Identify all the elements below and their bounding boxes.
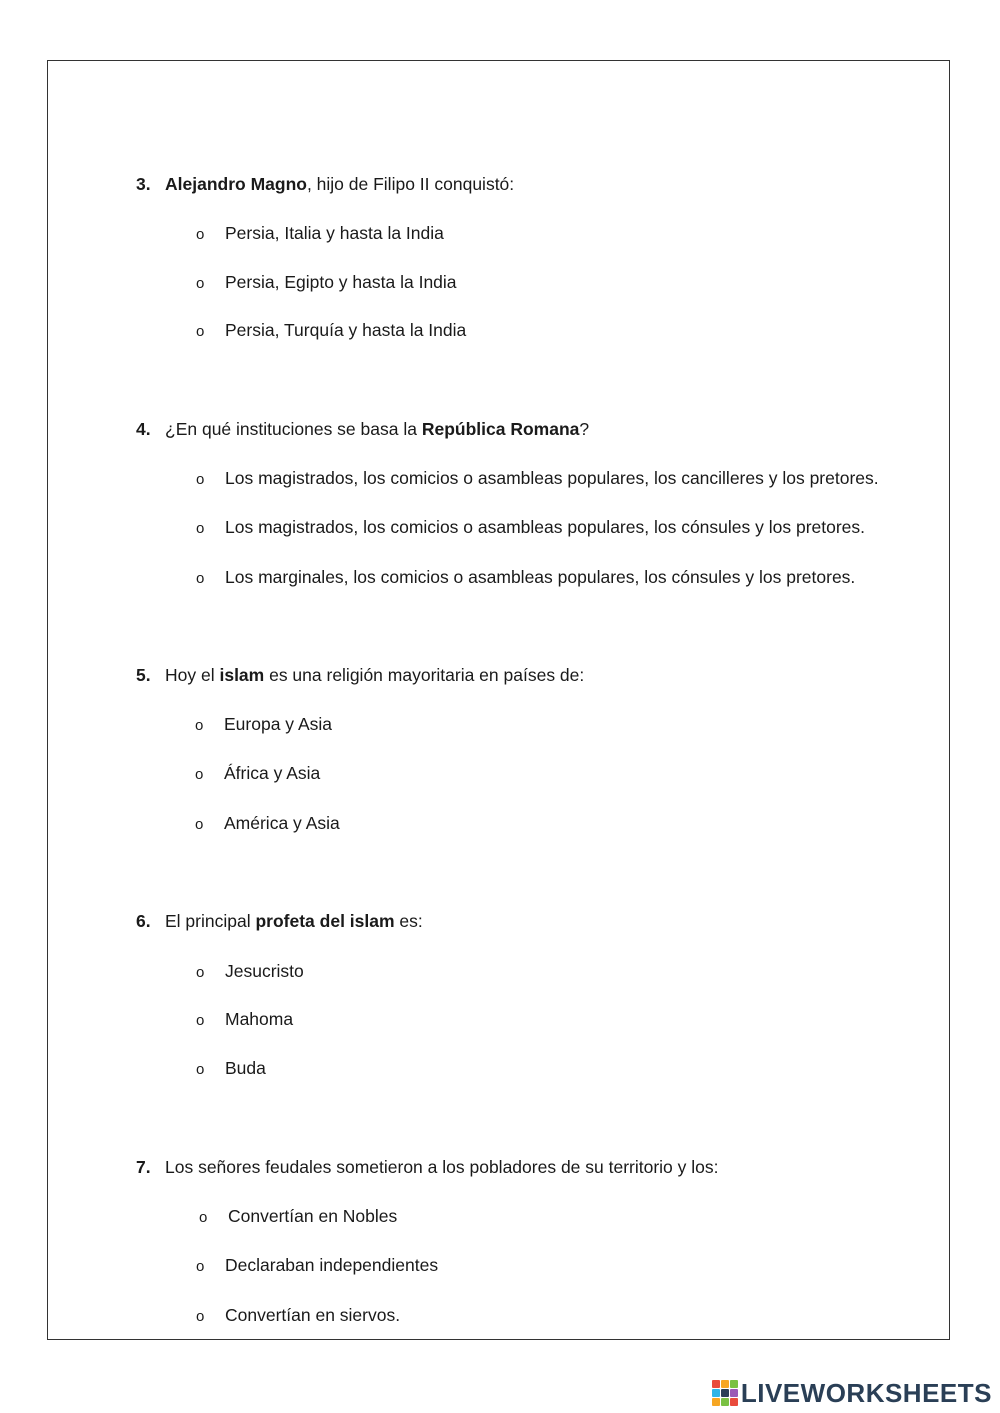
logo-tile: [730, 1380, 738, 1388]
option-bullet: o: [195, 816, 204, 833]
question-text-pre: Los señores feudales sometieron a los pobladores de su territorio y los:: [165, 1157, 719, 1177]
option-bullet: o: [196, 471, 205, 488]
logo-tile: [712, 1398, 720, 1406]
option-text: Europa y Asia: [224, 714, 332, 734]
answer-option[interactable]: [196, 1254, 438, 1278]
logo-tile: [730, 1389, 738, 1397]
answer-option[interactable]: [195, 713, 332, 737]
option-text: América y Asia: [224, 813, 340, 833]
option-bullet: o: [195, 766, 204, 783]
answer-option[interactable]: [196, 222, 444, 246]
option-text: Jesucristo: [225, 961, 304, 981]
option-bullet: o: [196, 1061, 205, 1078]
option-bullet: o: [196, 570, 205, 587]
question-text-post: es:: [394, 911, 423, 931]
option-bullet: o: [196, 1308, 205, 1325]
option-bullet: o: [196, 1012, 205, 1029]
option-bullet: o: [195, 717, 204, 734]
option-text: Mahoma: [225, 1009, 294, 1029]
worksheet-frame: [47, 60, 950, 1340]
answer-option[interactable]: [196, 271, 457, 295]
option-text: Buda: [225, 1058, 266, 1078]
question-number: 7.: [136, 1157, 151, 1177]
question-text-bold: Alejandro Magno: [165, 174, 307, 194]
answer-option[interactable]: [196, 516, 865, 540]
question-text-post: es una religión mayoritaria en países de:: [264, 665, 585, 685]
answer-option[interactable]: [196, 1057, 266, 1081]
option-text: Los marginales, los comicios o asambleas populares, los cónsules y los pretores.: [225, 567, 856, 587]
answer-option[interactable]: [196, 1304, 400, 1328]
question-text-bold: República Romana: [421, 419, 580, 439]
logo-tile: [721, 1389, 729, 1397]
option-text: Persia, Egipto y hasta la India: [225, 272, 457, 292]
liveworksheets-logo: [712, 1378, 992, 1408]
option-bullet: o: [196, 964, 205, 981]
option-text: Declaraban independientes: [225, 1255, 439, 1275]
question-text-bold: profeta del islam: [255, 911, 395, 931]
question-7: [136, 1156, 719, 1178]
option-text: Los magistrados, los comicios o asambleas populares, los cancilleres y los pretores.: [225, 468, 879, 488]
option-bullet: o: [196, 275, 205, 292]
logo-tile: [730, 1398, 738, 1406]
answer-option[interactable]: [196, 467, 879, 491]
answer-option[interactable]: [195, 812, 340, 836]
logo-tile: [721, 1398, 729, 1406]
answer-option[interactable]: [196, 566, 855, 590]
question-number: 3.: [136, 174, 151, 194]
option-bullet: o: [196, 323, 205, 340]
option-bullet: o: [196, 520, 205, 537]
question-3: [136, 173, 514, 195]
question-number: 5.: [136, 665, 151, 685]
answer-option[interactable]: [196, 1008, 293, 1032]
logo-tile: [712, 1380, 720, 1388]
question-number: 4.: [136, 419, 151, 439]
question-text-bold: islam: [219, 665, 265, 685]
option-text: Persia, Italia y hasta la India: [225, 223, 444, 243]
logo-text: LIVEWORKSHEETS: [740, 1377, 992, 1408]
answer-option[interactable]: [199, 1205, 397, 1229]
option-text: Persia, Turquía y hasta la India: [225, 320, 467, 340]
option-bullet: o: [196, 226, 205, 243]
answer-option[interactable]: [195, 762, 320, 786]
answer-option[interactable]: [196, 960, 304, 984]
question-6: [136, 910, 423, 932]
liveworksheets-logo-icon: [712, 1380, 738, 1406]
option-bullet: o: [196, 1258, 205, 1275]
question-text-pre: Hoy el: [165, 665, 220, 685]
answer-option[interactable]: [196, 319, 466, 343]
question-number: 6.: [136, 911, 151, 931]
logo-tile: [721, 1380, 729, 1388]
option-text: Convertían en siervos.: [225, 1305, 401, 1325]
option-text: África y Asia: [224, 763, 321, 783]
question-text-post: , hijo de Filipo II conquistó:: [306, 174, 515, 194]
option-text: Los magistrados, los comicios o asambleas populares, los cónsules y los pretores.: [225, 517, 866, 537]
option-bullet: o: [199, 1209, 208, 1226]
question-text-post: ?: [579, 419, 590, 439]
option-text: Convertían en Nobles: [228, 1206, 398, 1226]
question-5: [136, 664, 584, 686]
question-text-pre: ¿En qué instituciones se basa la: [165, 419, 422, 439]
logo-tile: [712, 1389, 720, 1397]
question-text-pre: El principal: [165, 911, 256, 931]
question-4: [136, 418, 589, 440]
